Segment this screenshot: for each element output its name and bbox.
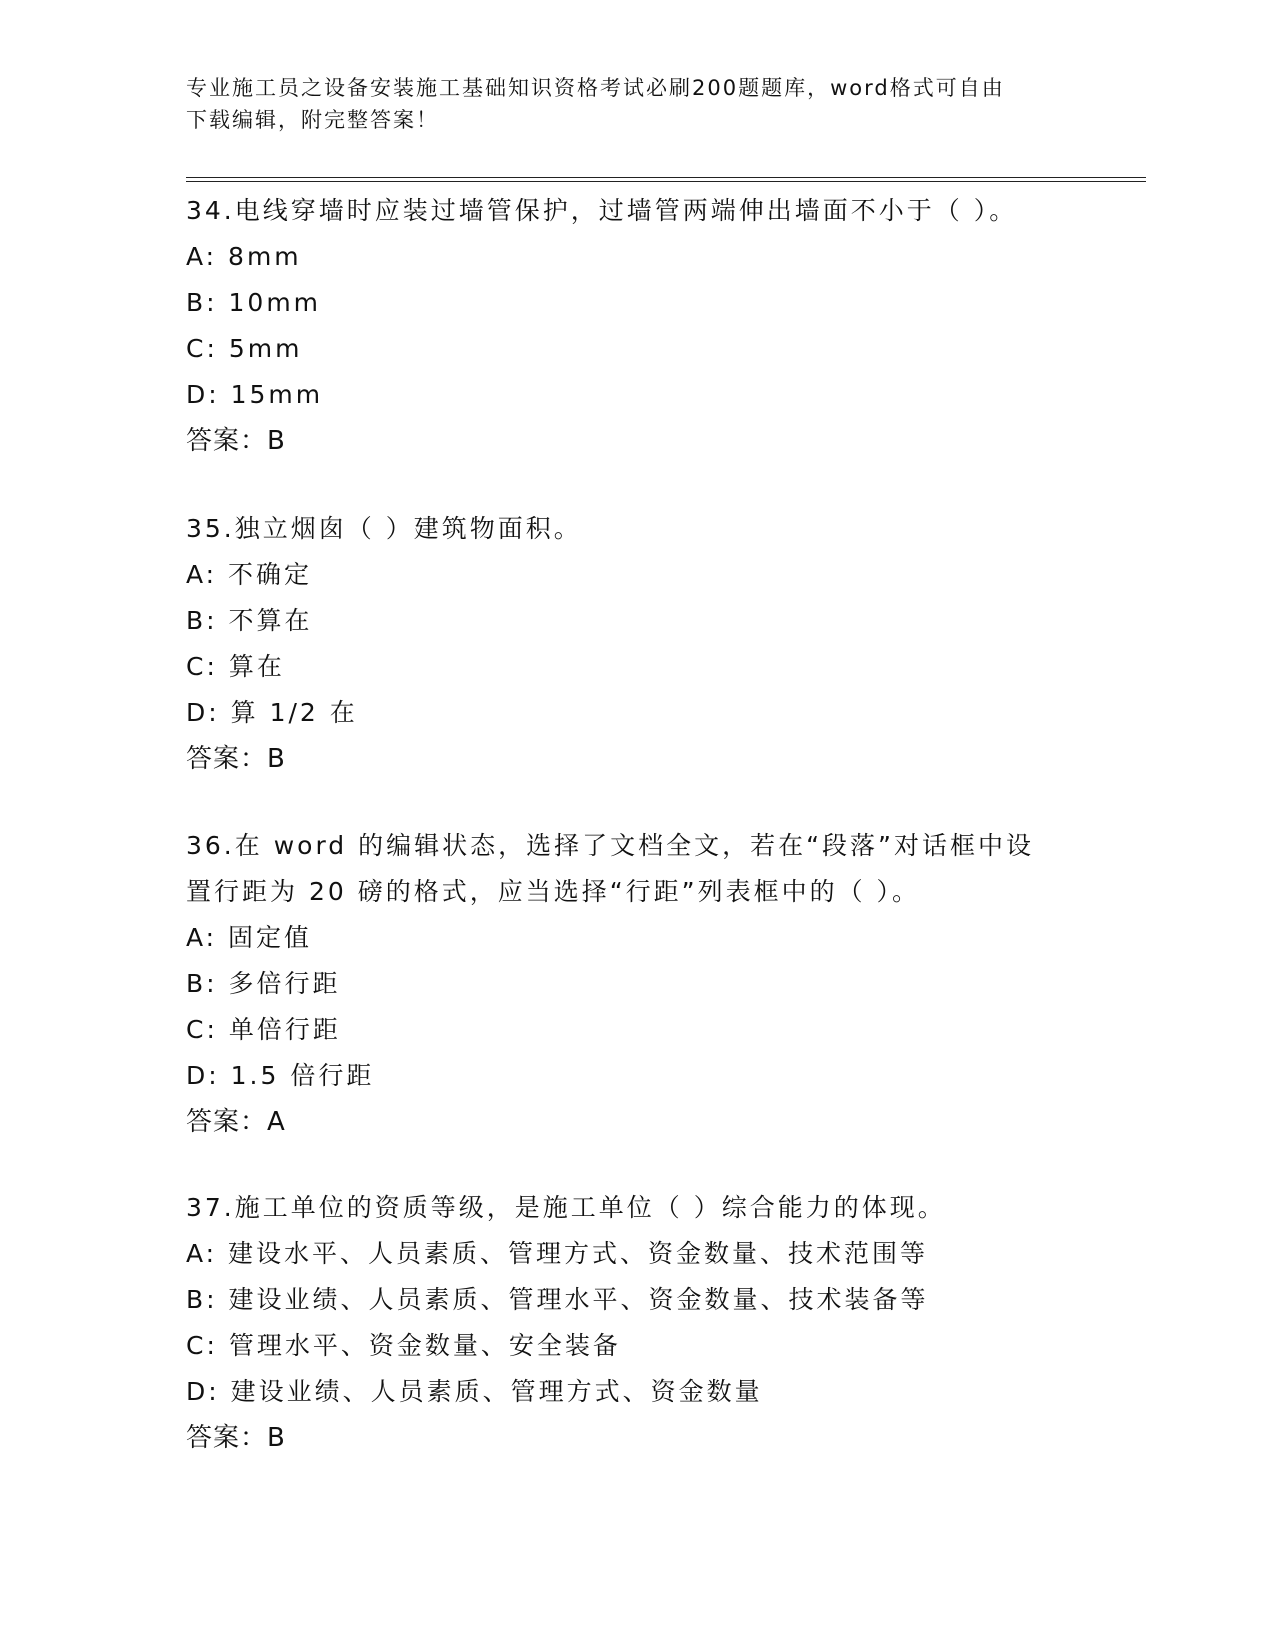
option-c: C: 单倍行距 <box>186 1015 341 1044</box>
question-34 <box>186 188 1086 464</box>
option-a: A: 不确定 <box>186 560 313 589</box>
question-stem-line-2: 置行距为 20 磅的格式，应当选择“行距”列表框中的（ ）。 <box>186 877 921 906</box>
option-b: B: 10mm <box>186 288 322 317</box>
option-b: B: 多倍行距 <box>186 969 341 998</box>
option-c: C: 管理水平、资金数量、安全装备 <box>186 1331 621 1360</box>
option-d: D: 算 1/2 在 <box>186 698 358 727</box>
header-divider-bottom <box>186 181 1146 182</box>
option-a: A: 8mm <box>186 242 302 271</box>
question-35 <box>186 506 1086 782</box>
question-stem: 34.电线穿墙时应装过墙管保护，过墙管两端伸出墙面不小于（ ）。 <box>186 196 1018 225</box>
option-d: D: 1.5 倍行距 <box>186 1061 375 1090</box>
option-a: A: 固定值 <box>186 923 313 952</box>
option-b: B: 不算在 <box>186 606 313 635</box>
question-36 <box>186 823 1086 1145</box>
header-line-1: 专业施工员之设备安装施工基础知识资格考试必刷200题题库，word格式可自由 <box>186 76 1005 100</box>
option-b: B: 建设业绩、人员素质、管理水平、资金数量、技术装备等 <box>186 1285 929 1314</box>
header-divider-top <box>186 177 1146 178</box>
answer: 答案：B <box>186 426 286 456</box>
question-stem: 35.独立烟囱（ ）建筑物面积。 <box>186 514 582 543</box>
question-stem-line-1: 36.在 word 的编辑状态，选择了文档全文，若在“段落”对话框中设 <box>186 831 1035 860</box>
question-stem: 37.施工单位的资质等级，是施工单位（ ）综合能力的体现。 <box>186 1193 946 1222</box>
option-d: D: 15mm <box>186 380 324 409</box>
answer: 答案：B <box>186 1423 286 1453</box>
question-37 <box>186 1185 1086 1461</box>
option-c: C: 5mm <box>186 334 303 363</box>
document-header <box>186 72 1086 136</box>
option-a: A: 建设水平、人员素质、管理方式、资金数量、技术范围等 <box>186 1239 929 1268</box>
answer: 答案：B <box>186 744 286 774</box>
option-c: C: 算在 <box>186 652 285 681</box>
option-d: D: 建设业绩、人员素质、管理方式、资金数量 <box>186 1377 763 1406</box>
answer: 答案：A <box>186 1107 286 1137</box>
header-line-2: 下载编辑，附完整答案！ <box>186 108 439 132</box>
